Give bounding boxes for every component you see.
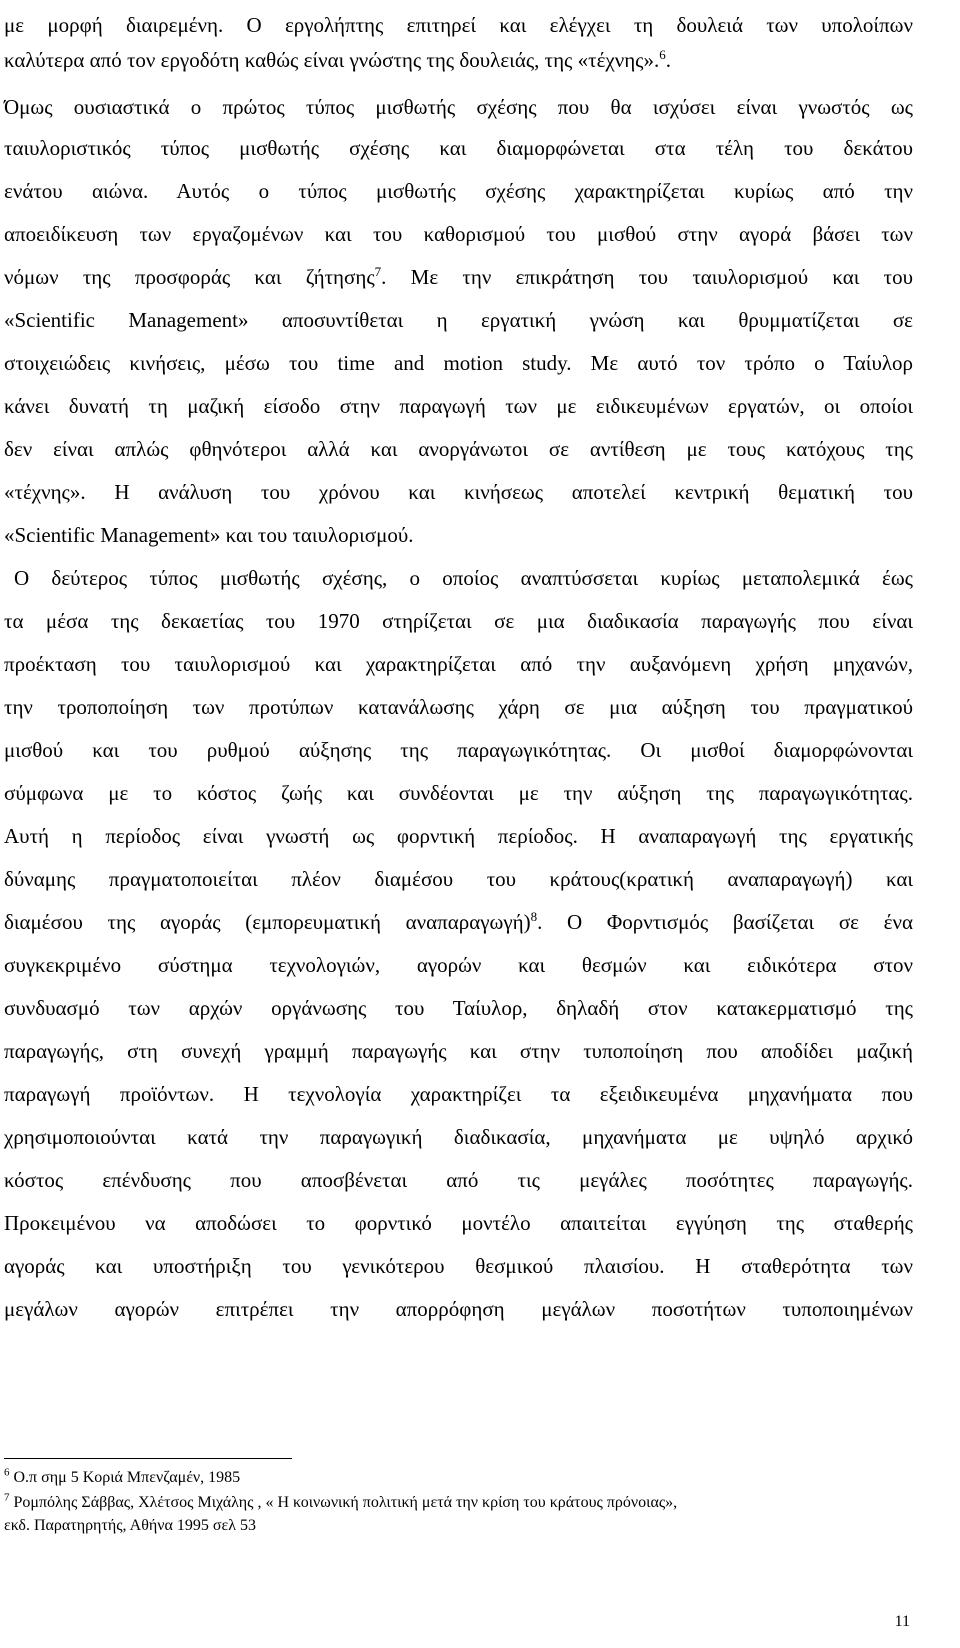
body-line: διαμέσου της αγοράς (εμπορευματική αναπαραγωγή)$^8$. Ο Φορντισμός βασίζεται σε ένα [4,909,913,934]
body-line: συνδυασμό των αρχών οργάνωσης του Ταίυλορ, δηλαδή στον κατακερματισμό της [4,996,913,1020]
body-line: Αυτή η περίοδος είναι γνωστή ως φορντική περίοδος. Η αναπαραγωγή της εργατικής [4,824,913,848]
footnote-ref: 7 [374,264,382,279]
body-line: μεγάλων αγορών επιτρέπει την απορρόφηση μεγάλων ποσοτήτων τυποποιημένων [4,1297,913,1321]
footnote-6: $^6$ Ο.π σημ 5 Κοριά Μπενζαμέν, 1985 [4,1466,241,1486]
body-line: Προκειμένου να αποδώσει το φορντικό μοντέλο απαιτείται εγγύηση της σταθερής [4,1211,913,1235]
body-line: παραγωγής, στη συνεχή γραμμή παραγωγής και στην τυποποίηση που αποδίδει μαζική [4,1039,913,1063]
body-line: αγοράς και υποστήριξη του γενικότερου θεσμικού πλαισίου. Η σταθερότητα των [4,1254,913,1278]
body-line: καλύτερα από τον εργοδότη καθώς είναι γνώστης της δουλειάς, της «τέχνης».$^6$. [4,47,671,72]
body-line: «Scientific Management» και του ταιυλορισμού. [4,523,414,547]
body-line: με μορφή διαιρεμένη. Ο εργολήπτης επιτηρεί και ελέγχει τη δουλειά των υπολοίπων [4,13,913,37]
body-line: «τέχνης». Η ανάλυση του χρόνου και κινήσεως αποτελεί κεντρική θεματική του [4,480,913,504]
body-line: στοιχειώδεις κινήσεις, μέσω του time and motion study. Με αυτό τον τρόπο ο Ταίυλορ [4,351,913,375]
body-line: Όμως ουσιαστικά ο πρώτος τύπος μισθωτής σχέσης που θα ισχύσει είναι γνωστός ως [4,95,913,119]
body-line: «Scientific Management» αποσυντίθεται η εργατική γνώση και θρυμματίζεται σε [4,308,913,332]
page-number: 11 [894,1613,910,1630]
body-line: προέκταση του ταιυλορισμού και χαρακτηρίζεται από την αυξανόμενη χρήση μηχανών, [4,652,913,676]
footnote-number: 6 [4,1466,10,1479]
body-line: ταιυλοριστικός τύπος μισθωτής σχέσης και διαμορφώνεται στα τέλη του δεκάτου [4,136,913,160]
body-line: δεν είναι απλώς φθηνότεροι αλλά και ανοργάνωτοι σε αντίθεση με τους κατόχους της [4,437,913,461]
footnote-ref: 6 [659,47,666,62]
body-line: αποειδίκευση των εργαζομένων και του καθορισμού του μισθού στην αγορά βάσει των [4,222,913,246]
body-line: χρησιμοποιούνται κατά την παραγωγική διαδικασία, μηχανήματα με υψηλό αρχικό [4,1125,913,1149]
body-line: παραγωγή προϊόντων. Η τεχνολογία χαρακτηρίζει τα εξειδικευμένα μηχανήματα που [4,1082,913,1106]
body-line: μισθού και του ρυθμού αύξησης της παραγωγικότητας. Οι μισθοί διαμορφώνονται [4,738,913,762]
footnote-number: 7 [4,1491,10,1504]
body-line: κάνει δυνατή τη μαζική είσοδο στην παραγωγή των με ειδικευμένων εργατών, οι οποίοι [4,394,913,418]
footnote-ref: 8 [530,909,538,924]
body-line: σύμφωνα με το κόστος ζωής και συνδέονται με την αύξηση της παραγωγικότητας. [4,781,913,805]
body-line: νόμων της προσφοράς και ζήτησης$^7$. Με την επικράτηση του ταιυλορισμού και του [4,264,914,289]
footnote-7: $^7$ Ρομπόλης Σάββας, Χλέτσος Μιχάλης , « Η κοινωνική πολιτική μετά την κρίση του κράτους πρόνοιας», [4,1491,678,1511]
body-line: δύναμης πραγματοποιείται πλέον διαμέσου του κράτους(κρατική αναπαραγωγή) και [4,867,913,891]
body-line: κόστος επένδυσης που αποσβένεται από τις μεγάλες ποσότητες παραγωγής. [4,1168,913,1192]
body-line: Ο δεύτερος τύπος μισθωτής σχέσης, ο οποίος αναπτύσσεται κυρίως μεταπολεμικά έως [14,566,913,590]
footnote-separator [4,1458,292,1459]
body-line: την τροποποίηση των προτύπων κατανάλωσης χάρη σε μια αύξηση του πραγματικού [4,695,913,719]
body-line: συγκεκριμένο σύστημα τεχνολογιών, αγορών και θεσμών και ειδικότερα στον [4,953,913,977]
body-line: τα μέσα της δεκαετίας του 1970 στηρίζεται σε μια διαδικασία παραγωγής που είναι [4,609,913,633]
footnote-7-continued: εκδ. Παρατηρητής, Αθήνα 1995 σελ 53 [4,1517,256,1534]
body-line: ενάτου αιώνα. Αυτός ο τύπος μισθωτής σχέσης χαρακτηρίζεται κυρίως από την [4,179,913,203]
